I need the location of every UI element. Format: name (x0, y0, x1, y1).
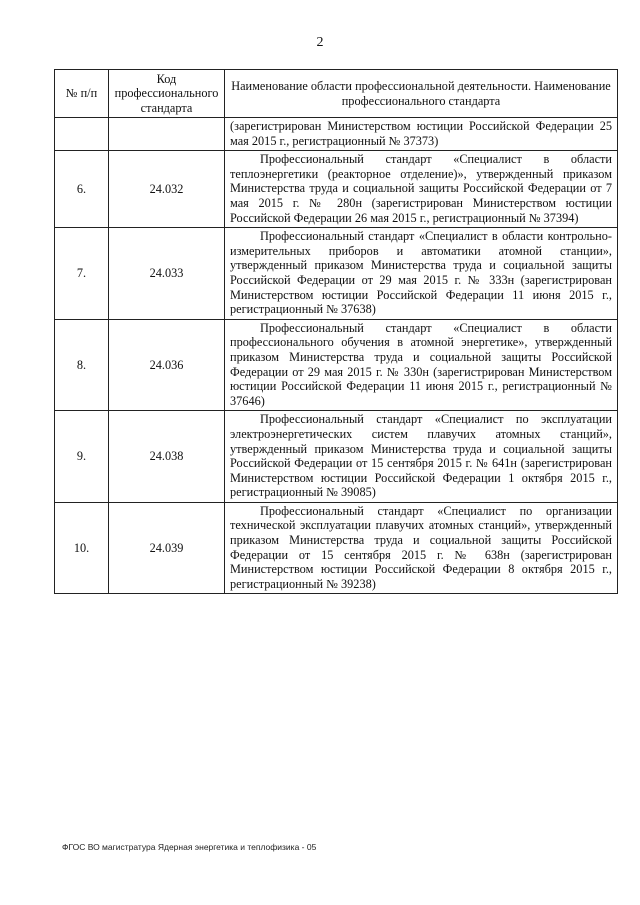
row-description (225, 502, 618, 594)
row-description (225, 151, 618, 228)
row-number: 10. (55, 502, 109, 594)
table-row (55, 228, 618, 320)
row-number: 7. (55, 228, 109, 320)
row-description-text: Профессиональный стандарт «Специалист по эксплуатации электроэнергетических систем плавучих атомных станций», утвержденный приказом Министерства труда и социальной защиты Российской Федерации от 15 сентября 2015 г. № 641н (зарегистрирован Министерством юстиции Российской Федерации 1 октября 2015 г., регистрационный № 39085) (230, 412, 612, 500)
row-code (109, 118, 225, 151)
row-description (225, 228, 618, 320)
header-num: № п/п (55, 70, 109, 118)
row-number: 9. (55, 411, 109, 503)
row-code: 24.032 (109, 151, 225, 228)
row-description (225, 319, 618, 411)
table-row (55, 151, 618, 228)
row-description (225, 411, 618, 503)
table-row (55, 319, 618, 411)
row-number (55, 118, 109, 151)
row-number: 6. (55, 151, 109, 228)
row-number: 8. (55, 319, 109, 411)
header-name: Наименование области профессиональной деятельности. Наименование профессионального стандарта (225, 70, 618, 118)
row-description (225, 118, 618, 151)
page-number: 2 (316, 35, 324, 50)
row-code: 24.038 (109, 411, 225, 503)
document-footer: ФГОС ВО магистратура Ядерная энергетика и теплофизика - 05 (62, 842, 317, 852)
table-row (55, 502, 618, 594)
row-description-text: Профессиональный стандарт «Специалист в области теплоэнергетики (реакторное отделение)», утвержденный приказом Министерства труда и социальной защиты Российской Федерации от 7 мая 2015 г. № 280н (зарегистрирован Министерством юстиции Российской Федерации 26 мая 2015 г., регистрационный № 37394) (230, 152, 612, 225)
table-row (55, 411, 618, 503)
row-code: 24.033 (109, 228, 225, 320)
row-description-text: Профессиональный стандарт «Специалист в области профессионального обучения в атомной энергетике», утвержденный приказом Министерства труда и социальной защиты Российской Федерации от 29 мая 2015 г. № 330н (зарегистрирован Министерством юстиции Российской Федерации 11 июня 2015 г., регистрационный № 37646) (230, 320, 612, 408)
table-header-row (55, 70, 618, 118)
table-row (55, 118, 618, 151)
row-description-text: (зарегистрирован Министерством юстиции Российской Федерации 25 мая 2015 г., регистрационный № 37373) (230, 119, 612, 148)
professional-standards-table (54, 69, 618, 594)
row-code: 24.039 (109, 502, 225, 594)
row-code: 24.036 (109, 319, 225, 411)
header-code: Код профессионального стандарта (109, 70, 225, 118)
row-description-text: Профессиональный стандарт «Специалист по организации технической эксплуатации плавучих атомных станций», утвержденный приказом Министерства труда и социальной защиты Российской Федерации от 15 сентября 2015 г. № 638н (зарегистрирован Министерством юстиции Российской Федерации 8 октября 2015 г., регистрационный № 39238) (230, 503, 612, 591)
row-description-text: Профессиональный стандарт «Специалист в области контрольно-измерительных приборов и автоматики атомной станции», утвержденный приказом Министерства труда и социальной защиты Российской Федерации от 29 мая 2015 г. № 333н (зарегистрирован Министерством юстиции Российской Федерации 11 июня 2015 г., регистрационный № 37638) (230, 229, 612, 317)
